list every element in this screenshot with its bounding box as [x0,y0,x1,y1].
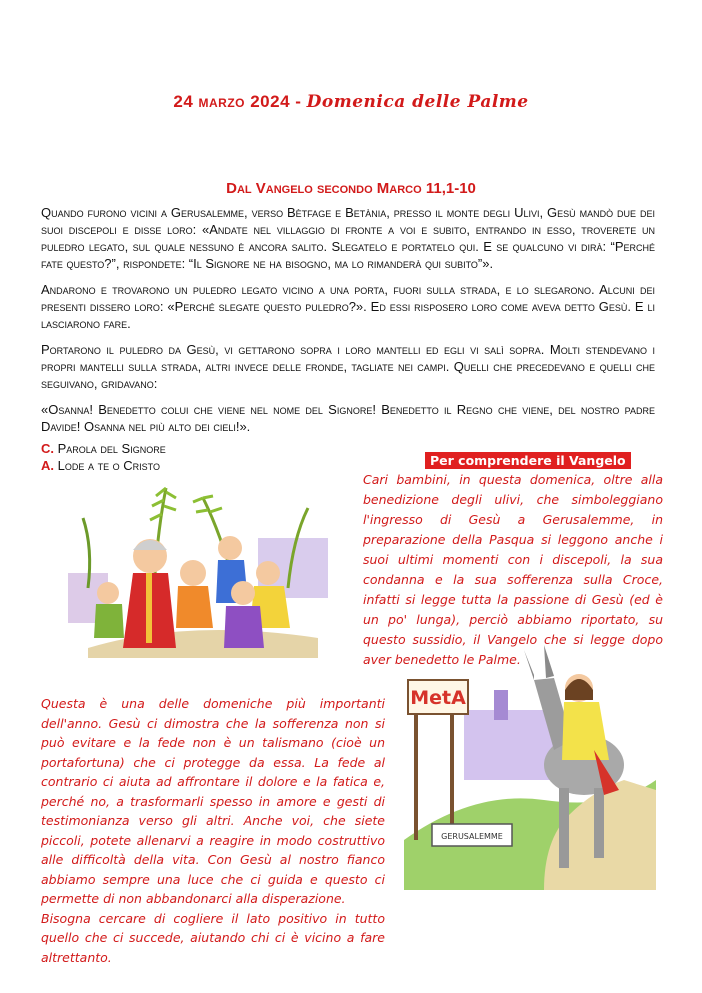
jerusalem-sign-text: GERUSALEMME [441,832,503,841]
response-text: Parola del Signore [54,441,166,456]
response-letter: A. [41,458,54,473]
response-line [41,440,166,457]
gospel-reference: Dal Vangelo secondo Marco 11,1-10 [226,180,476,197]
meta-sign-text: MetA [410,687,466,709]
gospel-paragraph: Andarono e trovarono un puledro legato vicino a una porta, fuori sulla strada, e lo slegarono. Alcuni dei presenti dissero loro: «Perché slegate questo puledro?». Ed essi risposero loro come aveva detto Gesù. E li lasciarono fare. [41,282,655,331]
gospel-paragraph: «Osanna! Benedetto colui che viene nel nome del Signore! Benedetto il Regno che viene, del nostro padre Davide! Osanna nel più alto dei cieli!». [41,402,655,434]
kids-explanation: Cari bambini, in questa domenica, oltre alla benedizione degli ulivi, che simboleggiano l'ingresso di Gesù a Gerusalemme, in preparazione della Pasqua si leggono anche i suoi ultimi momenti con i discepoli, la sua condanna e la sua sofferenza sulla Croce, infatti si legge tutta la passione di Gesù (ed è un po' lunga), perciò abbiamo riportato, su questo sussidio, il Vangelo che si legge dopo aver benedetto le Palme. [363,472,663,667]
jesus-on-donkey-illustration [394,640,666,895]
liturgical-response [41,440,166,474]
title-separator: - [290,92,307,111]
reflection-paragraph: Bisogna cercare di cogliere il lato positivo in tutto quello che ci succede, aiutando chi ci è vicino a fare altrettanto. [41,910,385,965]
response-letter: C. [41,441,54,456]
reflection-message [41,694,385,967]
gospel-paragraph: Portarono il puledro da Gesù, vi gettarono sopra i loro mantelli ed egli vi salì sopra. Molti stendevano i propri mantelli sulla strada, altri invece delle fronde, tagliate nei campi. Quelli che precedevano e quelli che seguivano, gridavano: [41,342,655,391]
title-feast: Domenica delle Palme [306,92,529,112]
gospel-paragraph: Quando furono vicini a Gerusalemme, verso Bètfage e Betània, presso il monte degli Ulivi, Gesù mandò due dei suoi discepoli e disse loro: «Andate nel villaggio di fronte a voi e subito, entrando in esso, troverete un puledro legato, sul quale nessuno è ancora salito. Slegatelo e portatelo qui. E se qualcuno vi dirà: “Perché fate questo?”, rispondete: “Il Signore ne ha bisogno, ma lo rimanderà qui subito”». [41,205,655,271]
palm-procession-illustration [58,478,330,658]
page-title [0,92,702,112]
response-text: Lode a te o Cristo [54,458,161,473]
title-date: 24 marzo 2024 [173,92,291,111]
gospel-text [41,204,655,444]
reflection-paragraph: Questa è una delle domeniche più importanti dell'anno. Gesù ci dimostra che la sofferenza non si può evitare e la fede non è un talismano (cioè un portafortuna) che ci protegge da essa. La fede al contrario ci aiuta ad affrontare il dolore e la fatica e, perché no, a trasformarli spesso in amore e gesti di testimonianza verso gli altri. Anche voi, che siete piccoli, potete allenarvi a reagire in modo costruttivo alle difficoltà della vita. Con Gesù al nostro fianco abbiamo sempre una luce che ci guida e questo ci permette di non abbandonarci alla disperazione. [41,696,385,906]
response-line [41,457,166,474]
kids-box-title: Per comprendere il Vangelo [425,452,631,469]
